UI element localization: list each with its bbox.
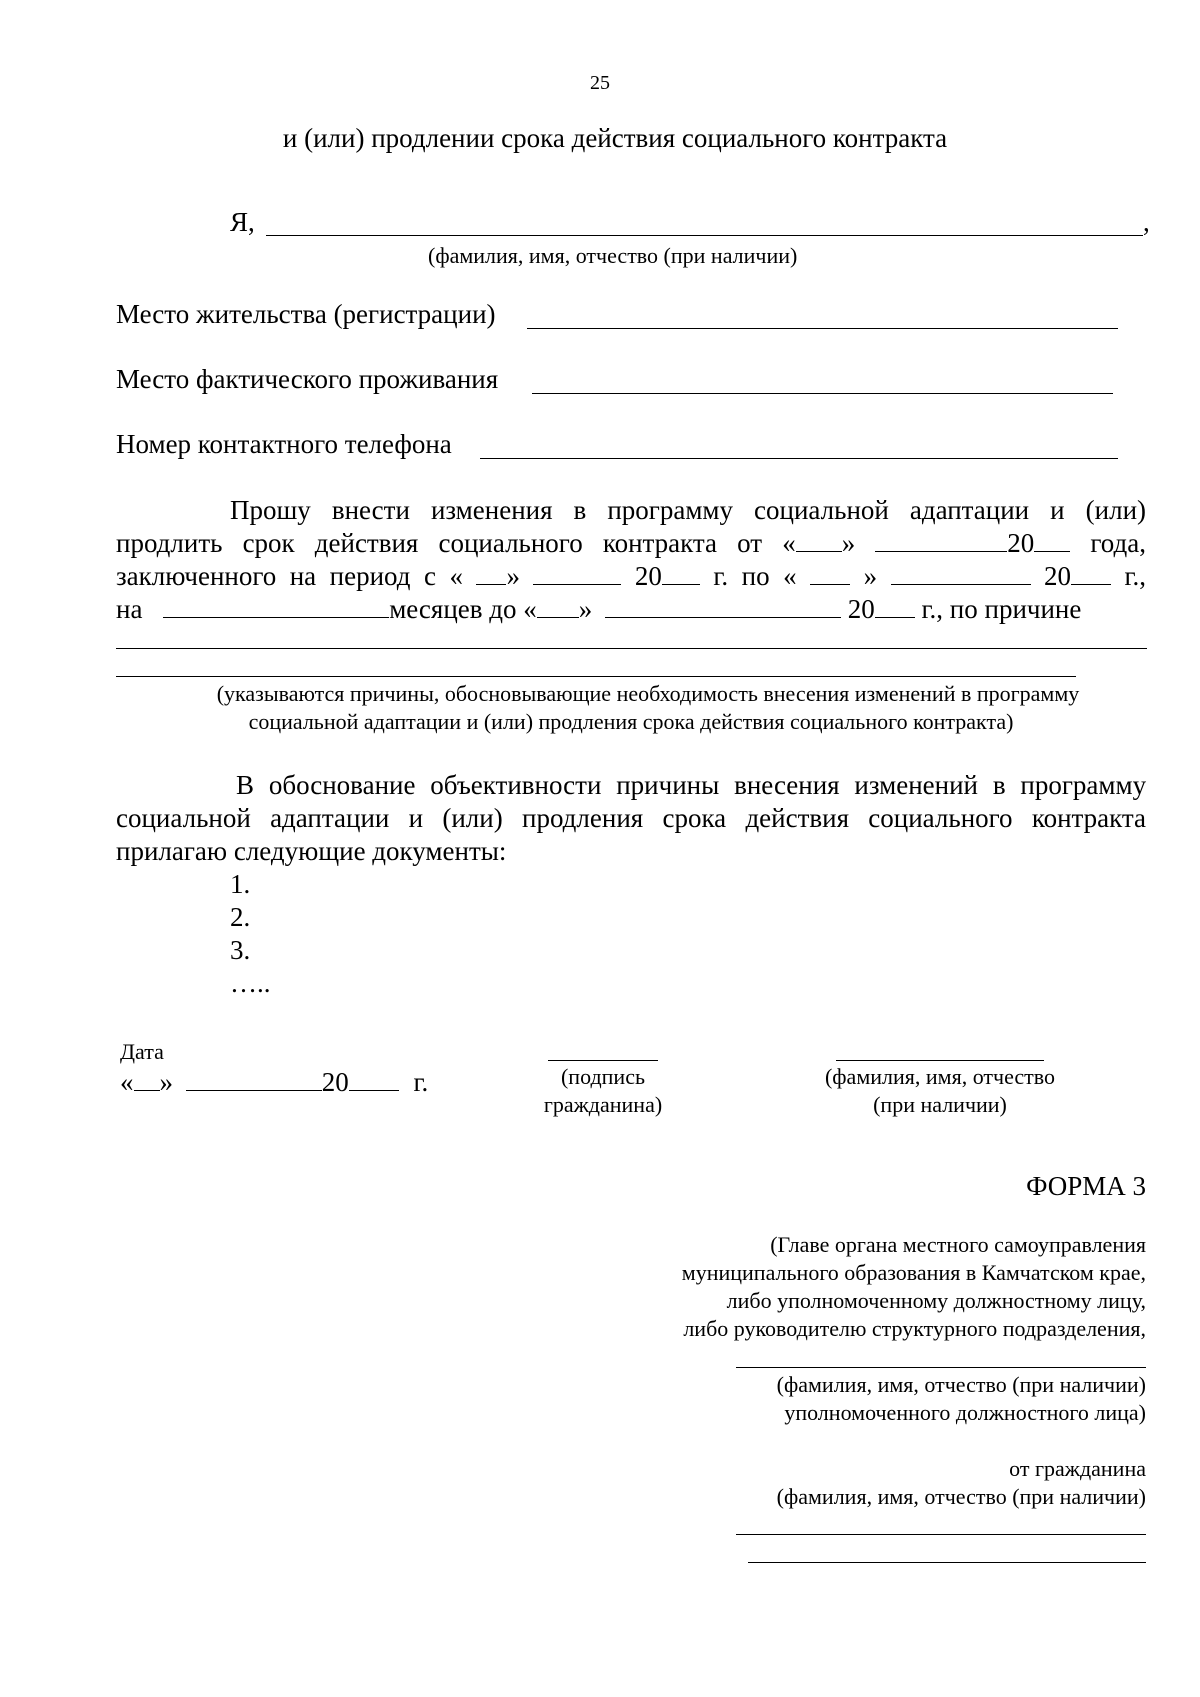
request-line-2: продлить срок действия социального контракта от « » 20 года, <box>116 528 1147 558</box>
citizen-name-caption-1: (фамилия, имя, отчество <box>824 1064 1056 1089</box>
contract-day-field[interactable] <box>796 529 842 552</box>
document-item-3: 3. <box>230 935 251 965</box>
applicant-name-line[interactable] <box>266 235 1143 236</box>
citizen-line-1[interactable] <box>736 1534 1146 1535</box>
extend-day-field[interactable] <box>537 595 579 618</box>
registration-field[interactable] <box>527 328 1118 329</box>
citizen-caption: (фамилия, имя, отчество (при наличии) <box>776 1484 1146 1509</box>
addressee-line-1: (Главе органа местного самоуправления <box>770 1232 1146 1257</box>
period-to-month-field[interactable] <box>891 562 1031 585</box>
period-from-year-field[interactable] <box>662 562 700 585</box>
citizen-name-caption-2: (при наличии) <box>873 1092 1007 1117</box>
document-item-more: ….. <box>230 968 271 998</box>
addressee-line-3: либо уполномоченному должностному лицу, <box>726 1288 1146 1313</box>
applicant-prefix: Я, <box>230 207 255 237</box>
actual-residence-label: Место фактического проживания <box>116 364 499 394</box>
date-year-field[interactable] <box>349 1068 399 1091</box>
reason-line-1[interactable] <box>116 648 1147 649</box>
date-month-field[interactable] <box>186 1068 322 1091</box>
signature-line[interactable] <box>548 1060 658 1061</box>
months-count-field[interactable] <box>163 595 389 618</box>
actual-residence-field[interactable] <box>532 393 1113 394</box>
request-line-4: на месяцев до « » 20 г., по причине <box>116 594 1082 624</box>
date-day-field[interactable] <box>134 1068 160 1091</box>
form-3-title: ФОРМА 3 <box>1026 1171 1146 1201</box>
official-caption-1: (фамилия, имя, отчество (при наличии) <box>776 1372 1146 1397</box>
justification-line-3: прилагаю следующие документы: <box>116 836 507 866</box>
justification-line-2: социальной адаптации и (или) продления срока действия социального контракта <box>116 803 1147 833</box>
extend-year-field[interactable] <box>875 595 915 618</box>
reason-line-2[interactable] <box>116 676 1076 677</box>
extend-month-field[interactable] <box>605 595 841 618</box>
period-to-year-field[interactable] <box>1071 562 1111 585</box>
applicant-suffix: , <box>1143 207 1150 237</box>
document-item-2: 2. <box>230 902 251 932</box>
applicant-caption: (фамилия, имя, отчество (при наличии) <box>428 243 798 268</box>
request-line-1: Прошу внести изменения в программу социальной адаптации и (или) <box>230 495 1147 525</box>
from-citizen-label: от гражданина <box>1009 1456 1146 1481</box>
page-number: 25 <box>590 72 610 94</box>
date-line: « » 20 г. <box>120 1067 429 1097</box>
signature-caption-1: (подпись <box>560 1064 645 1089</box>
citizen-name-line[interactable] <box>836 1060 1044 1061</box>
registration-label: Место жительства (регистрации) <box>116 299 496 329</box>
form-heading: и (или) продлении срока действия социального контракта <box>282 123 948 153</box>
period-from-month-field[interactable] <box>533 562 621 585</box>
phone-label: Номер контактного телефона <box>116 429 452 459</box>
reason-caption-1: (указываются причины, обосновывающие необходимость внесения изменений в программу <box>216 681 1080 706</box>
contract-month-field[interactable] <box>875 529 1007 552</box>
phone-field[interactable] <box>480 458 1118 459</box>
official-name-line[interactable] <box>736 1367 1146 1368</box>
date-label: Дата <box>120 1039 164 1064</box>
addressee-line-2: муниципального образования в Камчатском крае, <box>681 1260 1146 1285</box>
request-line-3: заключенного на период с « » 20 г. по « » 20 г., <box>116 561 1147 591</box>
contract-year-field[interactable] <box>1034 529 1070 552</box>
reason-caption-2: социальной адаптации и (или) продления срока действия социального контракта) <box>248 709 1014 734</box>
period-from-day-field[interactable] <box>476 562 506 585</box>
period-to-day-field[interactable] <box>810 562 850 585</box>
official-caption-2: уполномоченного должностного лица) <box>784 1400 1146 1425</box>
addressee-line-4: либо руководителю структурного подразделения, <box>683 1316 1146 1341</box>
citizen-line-2[interactable] <box>748 1562 1146 1563</box>
signature-caption-2: гражданина) <box>543 1092 663 1117</box>
justification-line-1: В обоснование объективности причины внесения изменений в программу <box>236 770 1147 800</box>
document-item-1: 1. <box>230 869 251 899</box>
